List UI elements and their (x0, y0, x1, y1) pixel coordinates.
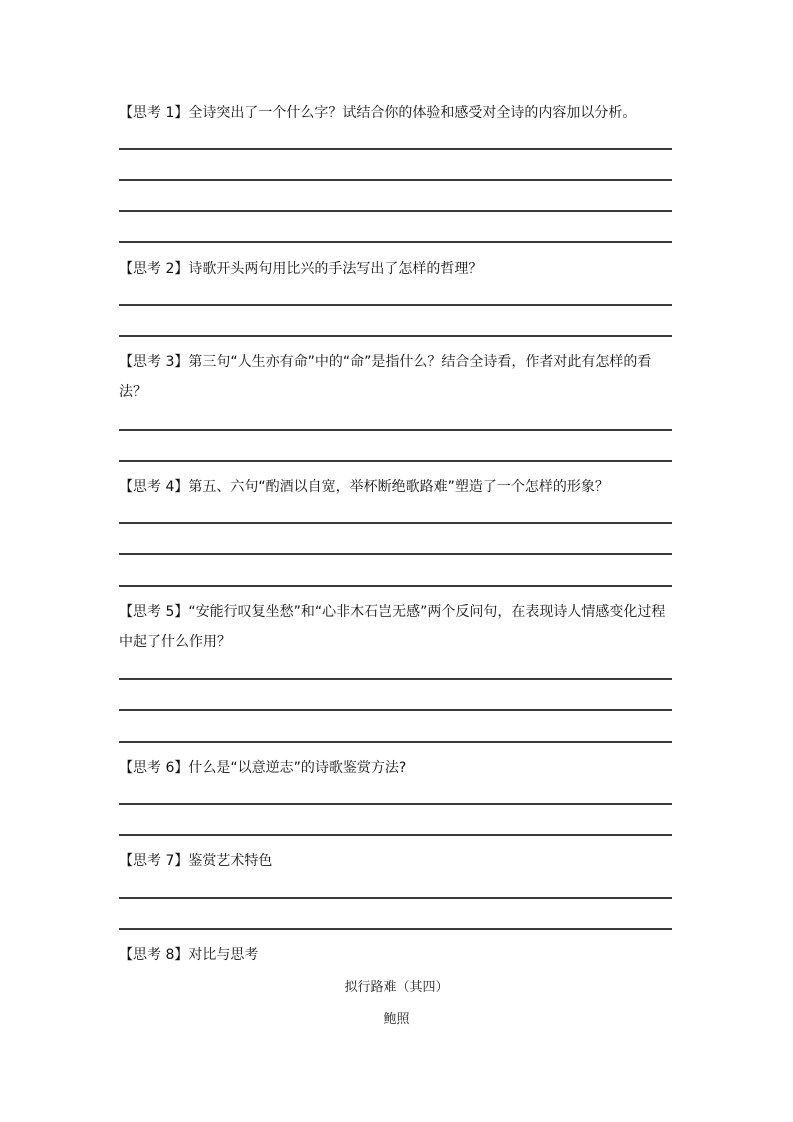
question-text: 鉴赏艺术特色 (188, 853, 273, 869)
answer-line[interactable] (119, 834, 672, 836)
question-tag: 【思考 1】 (119, 105, 189, 121)
question-text: 第五、六句“酌酒以自宽，举杯断绝歌路难”塑造了一个怎样的形象？ (188, 479, 609, 495)
question-tag: 【思考 2】 (119, 261, 189, 277)
answer-line[interactable] (119, 803, 672, 805)
question-tag: 【思考 5】 (119, 604, 189, 620)
answer-line[interactable] (119, 678, 672, 680)
question-8 (119, 940, 675, 970)
question-text: 什么是“以意逆志”的诗歌鉴赏方法? (188, 760, 407, 776)
question-text: “安能行叹复坐愁”和“心非木石岂无感”两个反问句，在表现诗人情感变化过程中起了什么作用？ (119, 604, 666, 650)
question-text: 诗歌开头两句用比兴的手法写出了怎样的哲理？ (188, 261, 483, 277)
answer-line[interactable] (119, 553, 672, 555)
answer-line[interactable] (119, 241, 672, 243)
question-text: 全诗突出了一个什么字？试结合你的体验和感受对全诗的内容加以分析。 (188, 105, 637, 121)
question-7 (119, 846, 675, 876)
answer-line[interactable] (119, 179, 672, 181)
question-tag: 【思考 8】 (119, 947, 189, 963)
question-4 (119, 472, 675, 502)
question-6 (119, 753, 675, 783)
answer-line[interactable] (119, 897, 672, 899)
question-5 (119, 597, 675, 657)
answer-line[interactable] (119, 210, 672, 212)
answer-line[interactable] (119, 429, 672, 431)
answer-line[interactable] (119, 335, 672, 337)
answer-line[interactable] (119, 709, 672, 711)
question-2 (119, 254, 675, 284)
answer-line[interactable] (119, 741, 672, 743)
poem-author: 鲍照 (383, 1012, 410, 1027)
question-1 (119, 98, 675, 128)
answer-line[interactable] (119, 460, 672, 462)
answer-line[interactable] (119, 928, 672, 930)
question-tag: 【思考 4】 (119, 479, 189, 495)
question-text: 对比与思考 (188, 947, 259, 963)
answer-line[interactable] (119, 304, 672, 306)
poem-title: 拟行路难（其四） (344, 980, 449, 995)
question-tag: 【思考 6】 (119, 760, 189, 776)
question-tag: 【思考 7】 (119, 853, 189, 869)
answer-line[interactable] (119, 148, 672, 150)
answer-line[interactable] (119, 522, 672, 524)
answer-line[interactable] (119, 585, 672, 587)
question-text: 第三句“人生亦有命”中的“命”是指什么？结合全诗看，作者对此有怎样的看法？ (119, 354, 652, 400)
question-tag: 【思考 3】 (119, 354, 189, 370)
question-3 (119, 347, 675, 407)
